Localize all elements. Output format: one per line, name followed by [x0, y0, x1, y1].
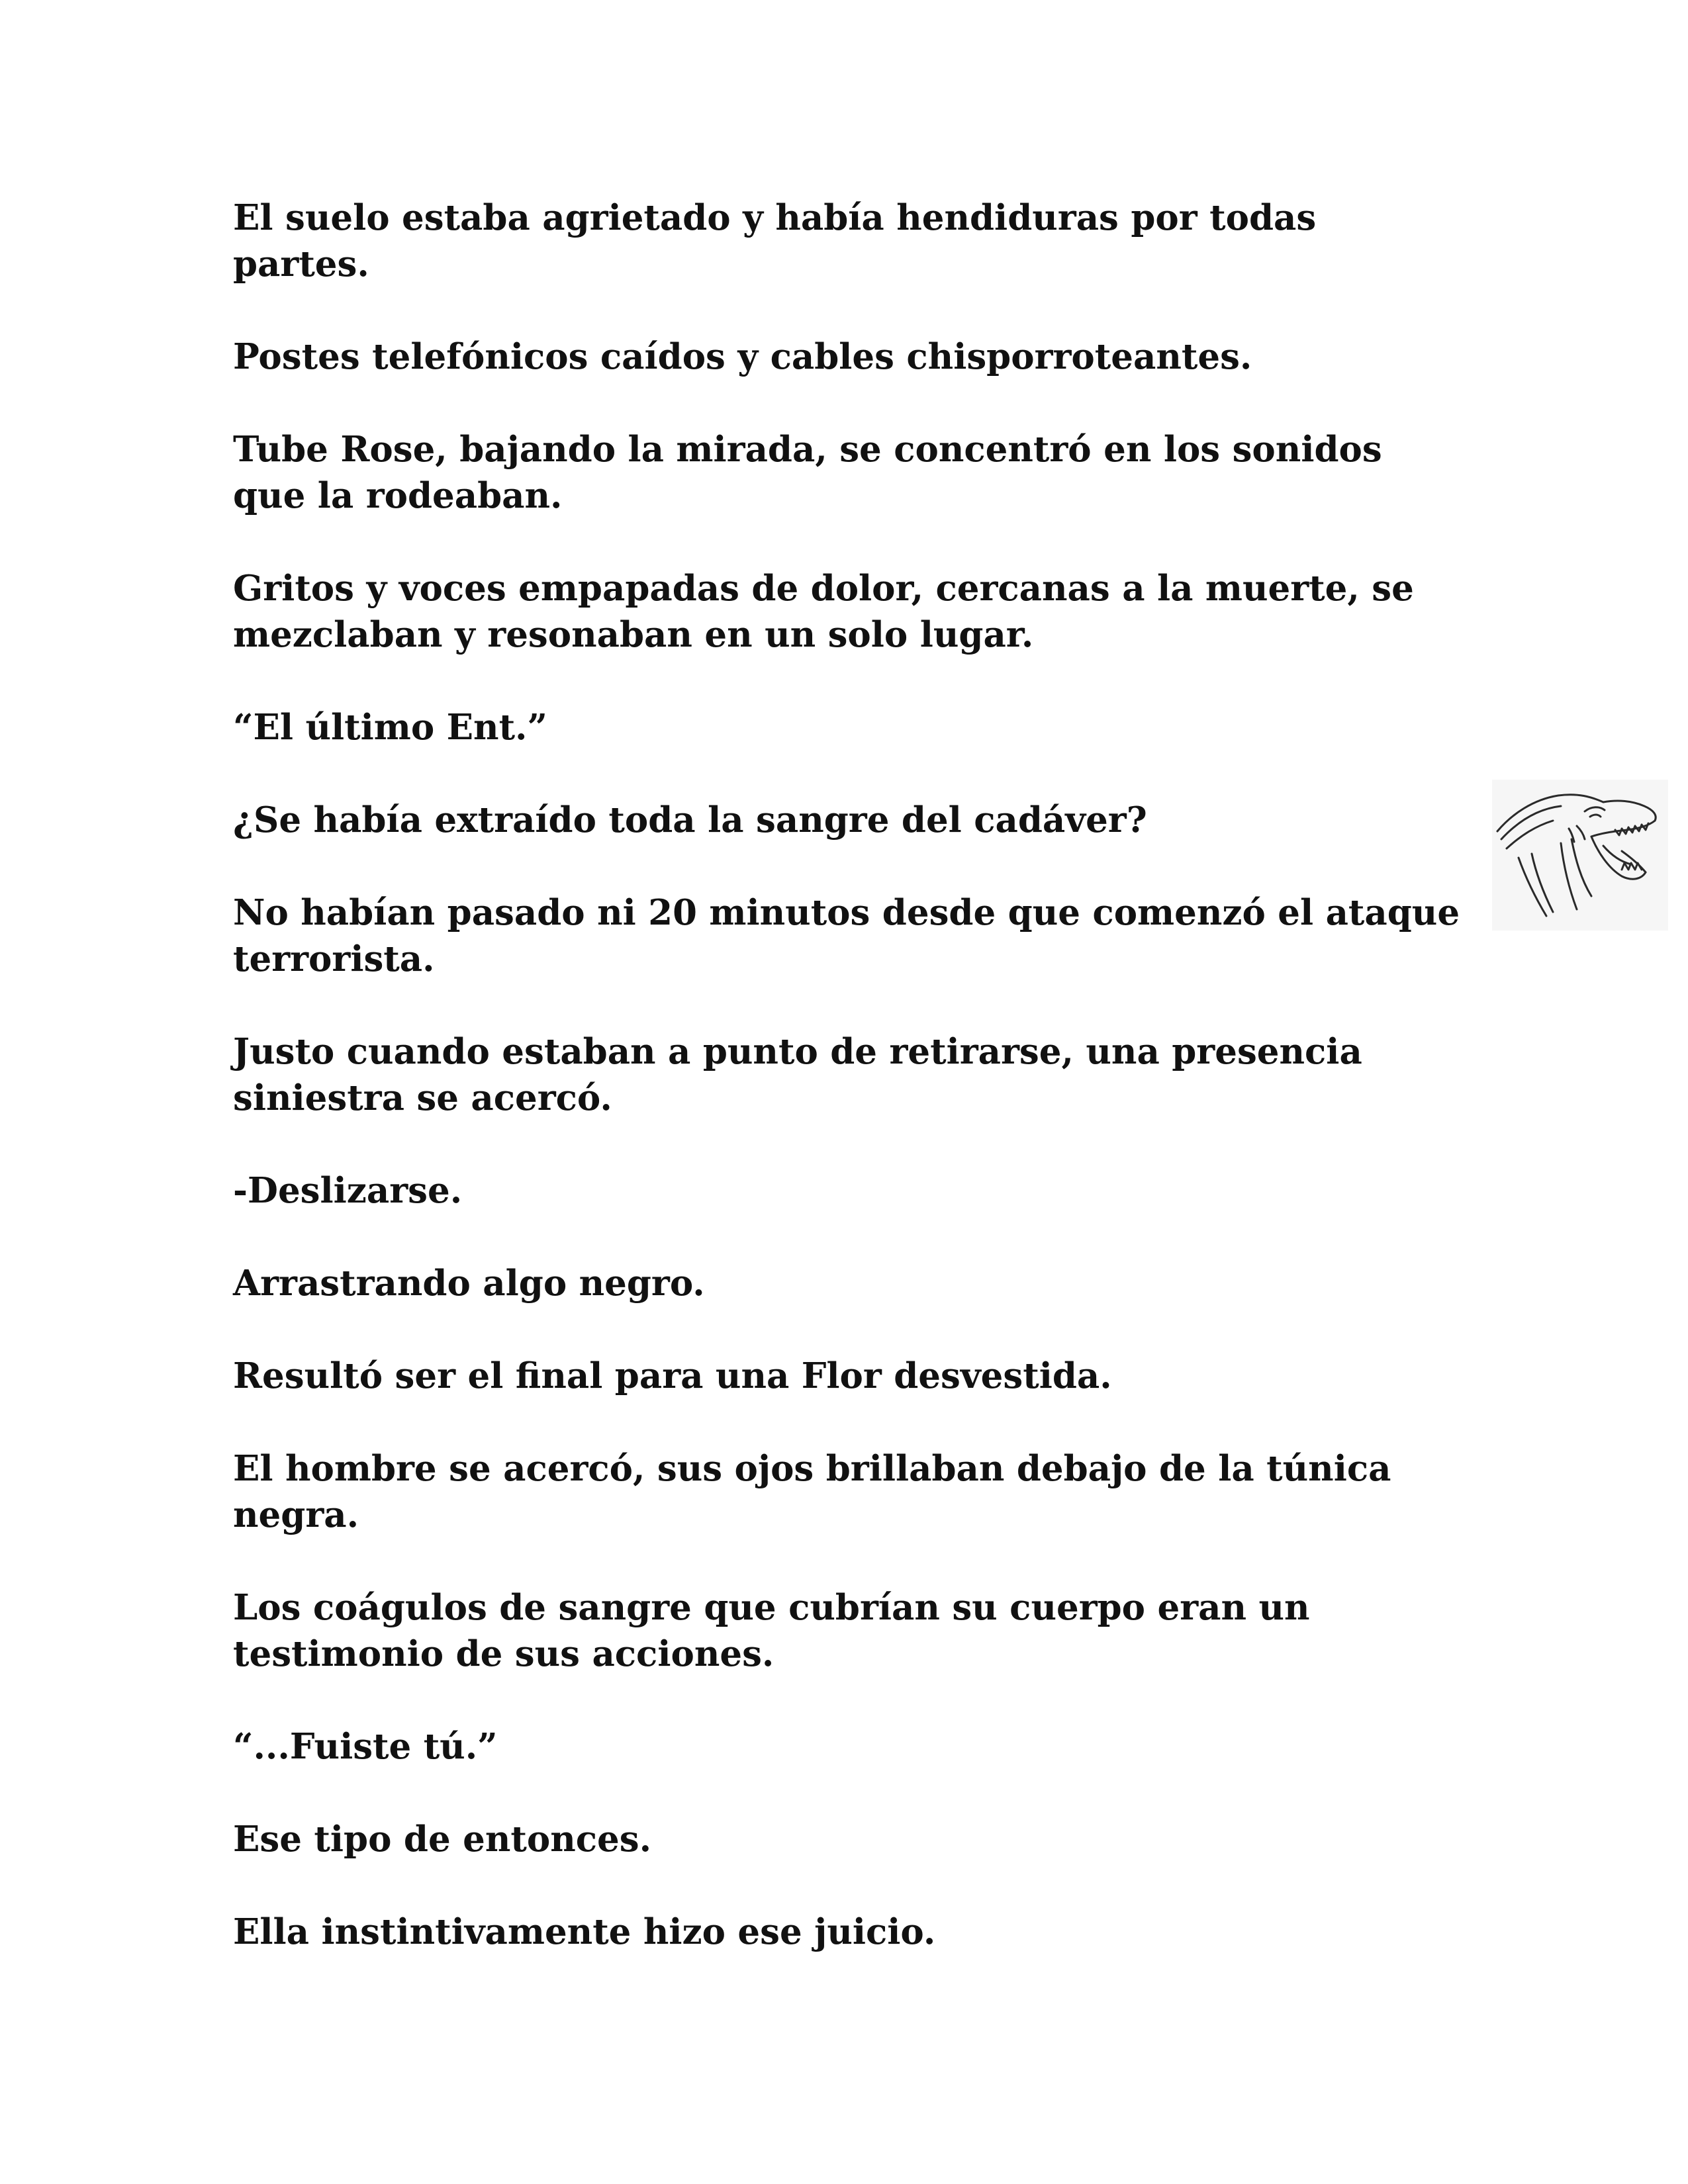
- text-line: “El último Ent.”: [233, 707, 547, 748]
- text-line: testimonio de sus acciones.: [233, 1633, 774, 1674]
- paragraph: [233, 565, 1477, 658]
- text-line: Postes telefónicos caídos y cables chisporroteantes.: [233, 336, 1252, 377]
- paragraph: [233, 1723, 1477, 1770]
- text-line: Ese tipo de entonces.: [233, 1819, 652, 1860]
- text-line: Justo cuando estaban a punto de retirarse, una presencia: [233, 1031, 1362, 1072]
- paragraph: [233, 1909, 1477, 1955]
- paragraph: [233, 797, 1477, 843]
- paragraph: [233, 334, 1477, 380]
- text-line: El suelo estaba agrietado y había hendiduras por todas: [233, 197, 1317, 238]
- paragraph: [233, 1445, 1477, 1538]
- paragraph: [233, 704, 1477, 751]
- text-line: Tube Rose, bajando la mirada, se concentró en los sonidos: [233, 429, 1382, 470]
- body-text: [233, 195, 1477, 2001]
- text-line: -Deslizarse.: [233, 1170, 463, 1211]
- text-line: Arrastrando algo negro.: [233, 1263, 705, 1304]
- text-line: Gritos y voces empapadas de dolor, cercanas a la muerte, se: [233, 568, 1414, 609]
- paragraph: [233, 889, 1477, 982]
- text-line: que la rodeaban.: [233, 475, 563, 516]
- text-line: negra.: [233, 1494, 359, 1535]
- text-line: terrorista.: [233, 938, 435, 979]
- text-line: Ella instintivamente hizo ese juicio.: [233, 1911, 936, 1952]
- text-line: El hombre se acercó, sus ojos brillaban debajo de la túnica: [233, 1448, 1391, 1489]
- paragraph: [233, 195, 1477, 287]
- text-line: ¿Se había extraído toda la sangre del cadáver?: [233, 799, 1147, 841]
- paragraph: [233, 1167, 1477, 1214]
- text-line: Los coágulos de sangre que cubrían su cuerpo eran un: [233, 1587, 1310, 1628]
- paragraph: [233, 1260, 1477, 1306]
- paragraph: [233, 1816, 1477, 1862]
- text-line: No habían pasado ni 20 minutos desde que comenzó el ataque: [233, 892, 1460, 933]
- text-line: siniestra se acercó.: [233, 1077, 612, 1118]
- text-line: mezclaban y resonaban en un solo lugar.: [233, 614, 1034, 655]
- dinosaur-head-sketch-icon: [1492, 780, 1668, 931]
- text-line: Resultó ser el final para una Flor desvestida.: [233, 1355, 1112, 1396]
- text-line: “...Fuiste tú.”: [233, 1726, 498, 1767]
- text-line: partes.: [233, 244, 369, 285]
- paragraph: [233, 1028, 1477, 1121]
- paragraph: [233, 426, 1477, 519]
- paragraph: [233, 1584, 1477, 1677]
- paragraph: [233, 1353, 1477, 1399]
- dinosaur-head-sketch-icon: [1492, 780, 1668, 931]
